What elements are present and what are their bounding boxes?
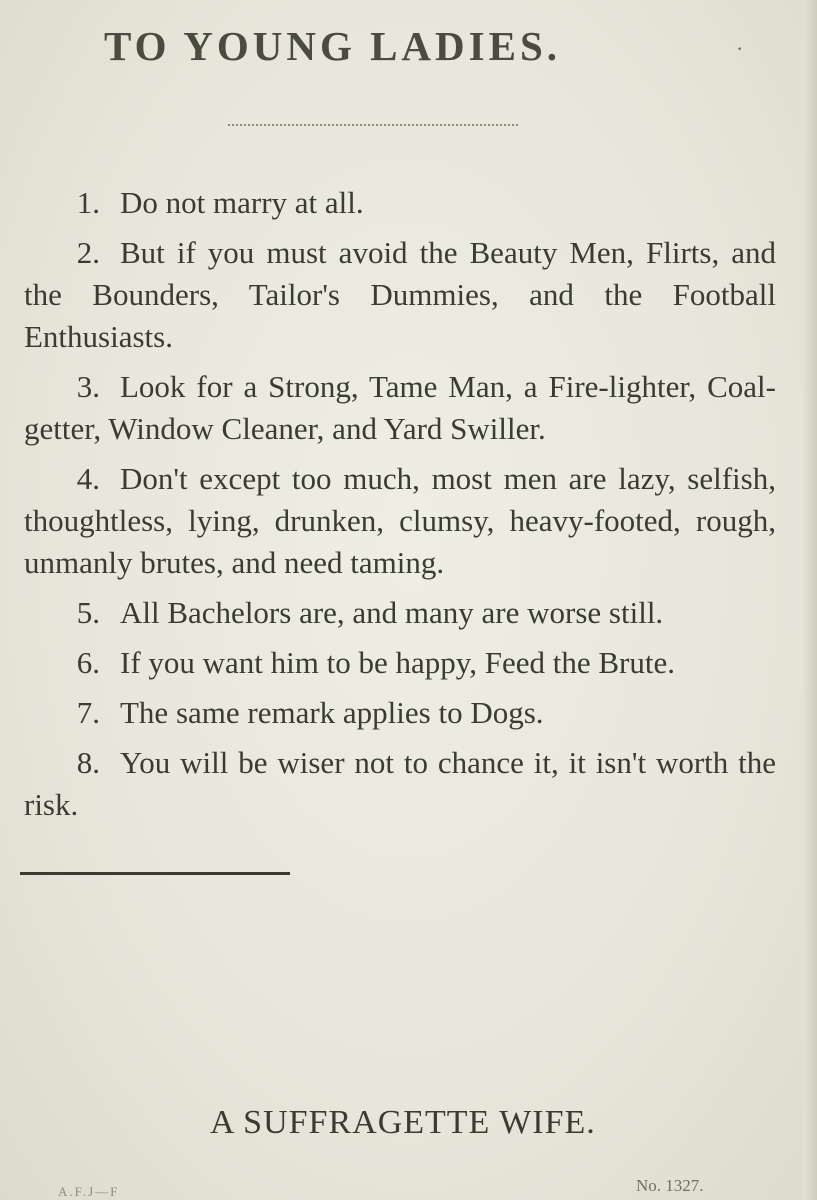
item-number: 1.	[76, 185, 100, 220]
item-number: 2.	[76, 235, 100, 270]
item-text: The same remark applies to Dogs.	[120, 695, 544, 730]
card-edge	[803, 0, 817, 1200]
page-title: TO YOUNG LADIES.	[104, 23, 562, 69]
card-number: No. 1327.	[636, 1176, 704, 1195]
item-text: But if you must avoid the Beauty Men, Flirts, and the Bounders, Tailor's Dummies, and the Football Enthusiasts.	[24, 235, 776, 354]
list-item	[24, 642, 776, 684]
item-text: Look for a Strong, Tame Man, a Fire-lighter, Coal-getter, Window Cleaner, and Yard Swiller.	[24, 369, 776, 446]
item-number: 6.	[76, 645, 100, 680]
divider	[228, 124, 518, 126]
list-item	[24, 182, 776, 224]
publisher-mark: A.F.J—F	[58, 1184, 120, 1199]
item-text: You will be wiser not to chance it, it isn't worth the risk.	[24, 745, 776, 822]
item-text: If you want him to be happy, Feed the Brute.	[120, 645, 676, 680]
list-item	[24, 742, 776, 826]
title-mark: ·	[736, 36, 744, 61]
item-number: 4.	[76, 461, 100, 496]
item-number: 3.	[76, 369, 100, 404]
list-item	[24, 692, 776, 734]
signature: A SUFFRAGETTE WIFE.	[210, 1104, 596, 1141]
item-text: Don't except too much, most men are lazy, selfish, thoughtless, lying, drunken, clumsy, heavy-footed, rough, unmanly brutes, and need taming.	[24, 461, 776, 580]
list-item	[24, 592, 776, 634]
rules-list	[24, 182, 776, 834]
item-text: All Bachelors are, and many are worse still.	[120, 595, 664, 630]
list-item	[24, 458, 776, 584]
item-number: 7.	[76, 695, 100, 730]
list-item	[24, 232, 776, 358]
item-number: 5.	[76, 595, 100, 630]
list-item	[24, 366, 776, 450]
item-number: 8.	[76, 745, 100, 780]
item-text: Do not marry at all.	[120, 185, 364, 220]
handdrawn-underline	[20, 872, 290, 875]
